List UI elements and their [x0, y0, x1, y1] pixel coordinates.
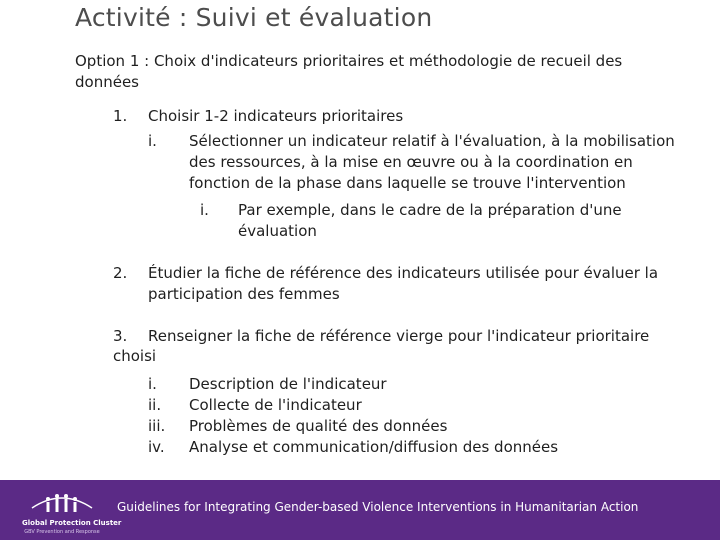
logo-subtitle: GBV Prevention and Response: [24, 529, 100, 535]
item-3-sub-4-number: iv.: [148, 438, 165, 456]
option-line-1: Option 1 : Choix d'indicateurs prioritaires et méthodologie de recueil des: [75, 52, 623, 70]
item-3-sub-1-number: i.: [148, 375, 157, 393]
item-2-line-1: Étudier la fiche de référence des indicateurs utilisée pour évaluer la: [148, 264, 659, 282]
item-1-sub-line-2: des ressources, à la mise en œuvre ou à la coordination en: [189, 153, 633, 171]
footer-text: Guidelines for Integrating Gender-based Violence Interventions in Humanitarian Action: [117, 500, 639, 514]
item-3-sub-4-text: Analyse et communication/diffusion des données: [189, 438, 559, 456]
item-1-text: Choisir 1-2 indicateurs prioritaires: [148, 107, 404, 125]
item-1-sub-line-1: Sélectionner un indicateur relatif à l'évaluation, à la mobilisation: [189, 132, 675, 150]
item-3-sub-3-number: iii.: [148, 417, 166, 435]
item-3-sub-1-text: Description de l'indicateur: [189, 375, 387, 393]
item-3-number: 3.: [113, 327, 128, 345]
option-line-2: données: [75, 73, 139, 91]
logo-title: Global Protection Cluster: [22, 519, 122, 527]
slide-title: Activité : Suivi et évaluation: [75, 3, 433, 32]
item-3-sub-3-text: Problèmes de qualité des données: [189, 417, 448, 435]
item-1-subsub-number: i.: [200, 201, 209, 219]
global-protection-cluster-logo: [22, 486, 122, 538]
item-3-line-1: Renseigner la fiche de référence vierge pour l'indicateur prioritaire: [148, 327, 650, 345]
item-1-subsub-line-1: Par exemple, dans le cadre de la préparation d'une: [238, 201, 622, 219]
item-1-number: 1.: [113, 107, 128, 125]
item-2-number: 2.: [113, 264, 128, 282]
item-1-sub-number: i.: [148, 132, 157, 150]
item-3-sub-2-number: ii.: [148, 396, 162, 414]
item-1-sub-line-3: fonction de la phase dans laquelle se trouve l'intervention: [189, 174, 626, 192]
people-icon: [22, 486, 102, 518]
item-2-line-2: participation des femmes: [148, 285, 340, 303]
item-3-sub-2-text: Collecte de l'indicateur: [189, 396, 362, 414]
item-3-line-2: choisi: [113, 347, 157, 365]
item-1-subsub-line-2: évaluation: [238, 222, 317, 240]
